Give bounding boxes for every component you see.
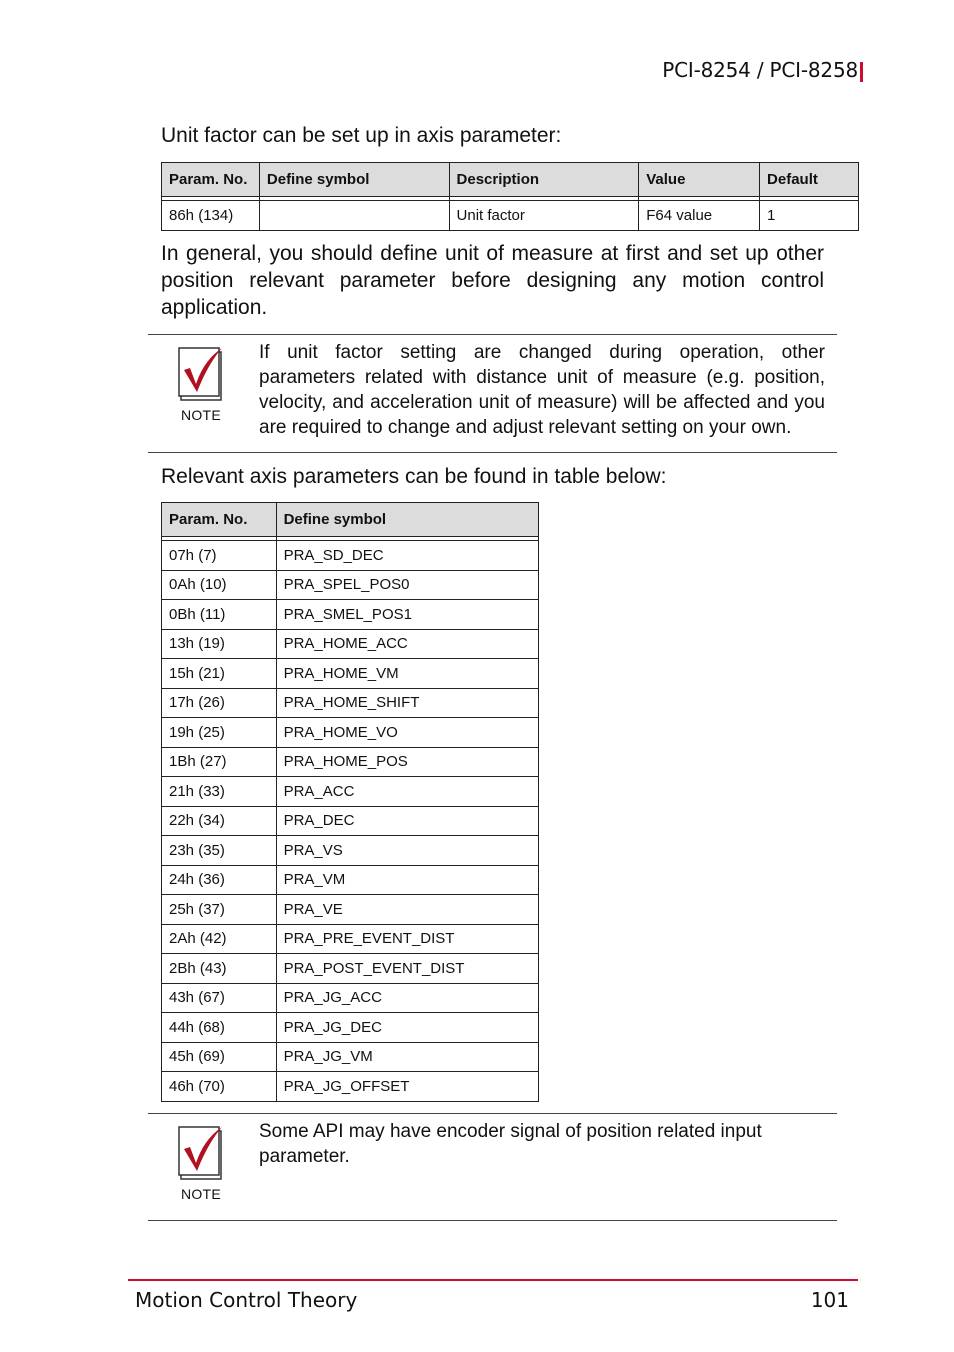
define-symbol-cell: PRA_HOME_VO — [276, 718, 538, 748]
define-symbol-cell: PRA_HOME_VM — [276, 659, 538, 689]
table-row — [162, 629, 539, 659]
define-symbol-cell: PRA_VS — [276, 836, 538, 866]
column-header: Define symbol — [276, 503, 538, 537]
table-header-row — [162, 163, 859, 197]
table-row — [162, 777, 539, 807]
define-symbol-cell: PRA_JG_DEC — [276, 1013, 538, 1043]
param-no-cell: 13h (19) — [162, 629, 277, 659]
define-symbol-cell: PRA_JG_VM — [276, 1042, 538, 1072]
column-header: Value — [639, 163, 760, 197]
param-no-cell: 43h (67) — [162, 983, 277, 1013]
define-symbol-cell: PRA_VE — [276, 895, 538, 925]
unit-factor-table — [161, 162, 859, 231]
checkmark-note-icon — [178, 1125, 224, 1181]
param-no-cell: 15h (21) — [162, 659, 277, 689]
table-cell: 86h (134) — [162, 201, 260, 231]
table-row — [162, 836, 539, 866]
table-row — [162, 895, 539, 925]
table-cell: Unit factor — [449, 201, 639, 231]
table-cell: 1 — [760, 201, 859, 231]
column-header: Description — [449, 163, 639, 197]
param-no-cell: 19h (25) — [162, 718, 277, 748]
table-header-row — [162, 503, 539, 537]
column-header: Define symbol — [259, 163, 449, 197]
table-cell: F64 value — [639, 201, 760, 231]
param-no-cell: 07h (7) — [162, 541, 277, 571]
note-badge — [176, 1125, 226, 1202]
table-row — [162, 718, 539, 748]
column-header: Param. No. — [162, 163, 260, 197]
define-symbol-cell: PRA_HOME_SHIFT — [276, 688, 538, 718]
param-no-cell: 1Bh (27) — [162, 747, 277, 777]
note-text: If unit factor setting are changed during operation, other parameters related with distance unit of measure (e.g. position, velocity, and acceleration unit of measure) will be affected and you are required to change and adjust relevant setting on your own. — [259, 342, 825, 438]
define-symbol-cell: PRA_SPEL_POS0 — [276, 570, 538, 600]
table-row — [162, 924, 539, 954]
param-no-cell: 17h (26) — [162, 688, 277, 718]
running-header-title: PCI-8254 / PCI-8258 — [662, 58, 858, 82]
table-row — [162, 1072, 539, 1102]
table-row — [162, 688, 539, 718]
column-header: Default — [760, 163, 859, 197]
table-cell — [259, 201, 449, 231]
define-symbol-cell: PRA_SMEL_POS1 — [276, 600, 538, 630]
axis-parameters-table — [161, 502, 539, 1102]
header-accent-bar — [860, 62, 863, 82]
note-top-rule — [148, 334, 837, 335]
param-no-cell: 0Ah (10) — [162, 570, 277, 600]
footer-rule — [128, 1279, 858, 1281]
param-no-cell: 45h (69) — [162, 1042, 277, 1072]
table-row — [162, 659, 539, 689]
table-row — [162, 954, 539, 984]
param-no-cell: 2Ah (42) — [162, 924, 277, 954]
define-symbol-cell: PRA_PRE_EVENT_DIST — [276, 924, 538, 954]
note-label: NOTE — [180, 1186, 222, 1202]
param-no-cell: 23h (35) — [162, 836, 277, 866]
param-no-cell: 0Bh (11) — [162, 600, 277, 630]
define-symbol-cell: PRA_ACC — [276, 777, 538, 807]
intro-paragraph: Unit factor can be set up in axis parameter: — [161, 124, 562, 147]
table-row — [162, 600, 539, 630]
general-paragraph: In general, you should define unit of measure at first and set up other position relevant parameter before designing any motion control application. — [161, 242, 824, 319]
note-label: NOTE — [180, 407, 222, 423]
table-row — [162, 865, 539, 895]
param-no-cell: 25h (37) — [162, 895, 277, 925]
table-row — [162, 806, 539, 836]
define-symbol-cell: PRA_HOME_ACC — [276, 629, 538, 659]
define-symbol-cell: PRA_HOME_POS — [276, 747, 538, 777]
page-number: 101 — [810, 1288, 849, 1312]
column-header: Param. No. — [162, 503, 277, 537]
param-no-cell: 21h (33) — [162, 777, 277, 807]
table-row — [162, 570, 539, 600]
param-no-cell: 46h (70) — [162, 1072, 277, 1102]
param-no-cell: 24h (36) — [162, 865, 277, 895]
note-bottom-rule — [148, 1220, 837, 1221]
note-text: Some API may have encoder signal of position related input parameter. — [259, 1121, 762, 1167]
define-symbol-cell: PRA_SD_DEC — [276, 541, 538, 571]
note-badge — [176, 346, 226, 423]
table-row — [162, 1013, 539, 1043]
note-top-rule — [148, 1113, 837, 1114]
define-symbol-cell: PRA_JG_ACC — [276, 983, 538, 1013]
note-bottom-rule — [148, 452, 837, 453]
define-symbol-cell: PRA_JG_OFFSET — [276, 1072, 538, 1102]
param-no-cell: 2Bh (43) — [162, 954, 277, 984]
relevant-paragraph: Relevant axis parameters can be found in table below: — [161, 465, 667, 488]
param-no-cell: 44h (68) — [162, 1013, 277, 1043]
define-symbol-cell: PRA_VM — [276, 865, 538, 895]
define-symbol-cell: PRA_POST_EVENT_DIST — [276, 954, 538, 984]
table-row — [162, 983, 539, 1013]
param-no-cell: 22h (34) — [162, 806, 277, 836]
define-symbol-cell: PRA_DEC — [276, 806, 538, 836]
checkmark-note-icon — [178, 346, 224, 402]
footer-section-title: Motion Control Theory — [135, 1288, 358, 1312]
table-row — [162, 541, 539, 571]
table-row — [162, 747, 539, 777]
table-row — [162, 201, 859, 231]
table-row — [162, 1042, 539, 1072]
